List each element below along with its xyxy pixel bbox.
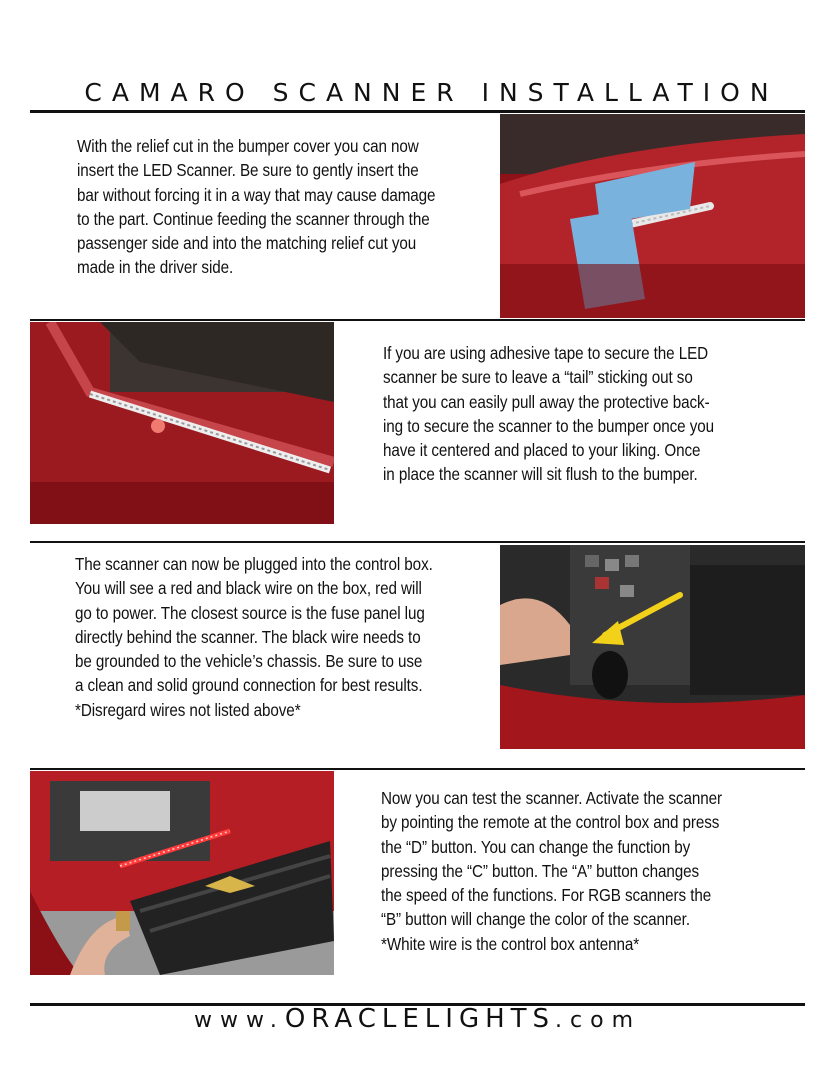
header-divider (30, 110, 805, 113)
step-4-text: Now you can test the scanner. Activate the scanner by pointing the remote at the control box and press the “D” button. You can change the function by pressing the “C” button. The “A” button changes the speed of the functions. For RGB scanners the “B” button will change the color of the scanner. *White wire is the control box antenna* (381, 788, 722, 954)
step-2-text: If you are using adhesive tape to secure the LED scanner be sure to leave a “tail” sticking out so that you can easily pull away the protective back- ing to secure the scanner to the bumper once you have it centered and placed to your liking. Once in place the scanner will sit flush to the bumper. (383, 343, 714, 485)
footer-prefix: www. (193, 1008, 285, 1033)
step-4-photo (30, 771, 334, 975)
step-3-photo (500, 545, 805, 749)
step-1-text: With the relief cut in the bumper cover you can now insert the LED Scanner. Be sure to gently insert the bar without forcing it in a way that may cause damage to the part. Continue feeding the scanner through the passenger side and into the matching relief cut you made in the driver side. (77, 136, 436, 278)
section-divider-2 (30, 541, 805, 543)
footer-suffix: .com (555, 1008, 642, 1033)
page-title: CAMARO SCANNER INSTALLATION (84, 78, 779, 107)
step-3-text: The scanner can now be plugged into the control box. You will see a red and black wire on the box, red will go to power. The closest source is the fuse panel lug directly behind the scanner. The black wire needs to be grounded to the vehicle’s chassis. Be sure to use a clean and solid ground connection for best results. *Disregard wires not listed above* (75, 554, 433, 720)
step-1-photo (500, 114, 805, 318)
section-divider-3 (30, 768, 805, 770)
footer-website[interactable] (30, 1004, 805, 1034)
footer-brand: ORACLELIGHTS (284, 1004, 556, 1034)
section-divider-1 (30, 319, 805, 321)
step-2-photo (30, 322, 334, 524)
